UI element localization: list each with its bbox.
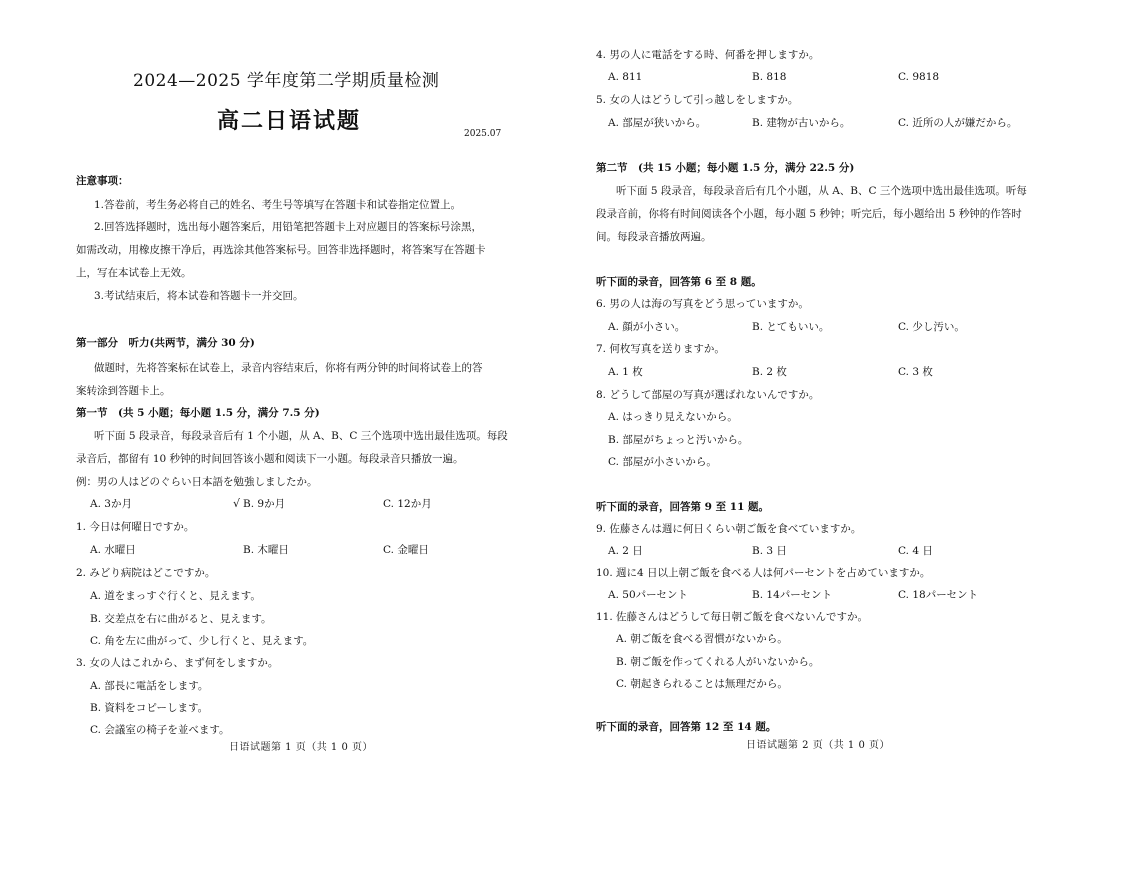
- page-footer: 日语试题第 1 页（共 1 0 页）: [229, 742, 373, 753]
- exam-page-2: [561, 0, 1122, 874]
- q7-option-b: B. 2 枚: [752, 366, 787, 378]
- section2-heading: 第二节 (共 15 小题；每小题 1.5 分，满分 22.5 分): [596, 162, 855, 174]
- q5-option-c: C. 近所の人が嫌だから。: [898, 117, 1018, 129]
- q10-option-c: C. 18パーセント: [898, 589, 978, 601]
- notice-line: 2.回答选择题时，选出每小题答案后，用铅笔把答题卡上对应题目的答案标号涂黑，: [94, 221, 483, 233]
- q2-option-c: C. 角を左に曲がって、少し行くと、見えます。: [90, 635, 314, 647]
- q10-option-b: B. 14パーセント: [752, 589, 833, 601]
- q4-option-b: B. 818: [752, 71, 787, 83]
- q6-option-b: B. とてもいい。: [752, 321, 830, 333]
- q8-option-a: A. はっきり見えないから。: [608, 411, 738, 423]
- section2-instruction: 间。每段录音播放两遍。: [596, 231, 712, 243]
- question-5: 5. 女の人はどうして引っ越しをしますか。: [596, 94, 799, 106]
- q7-option-a: A. 1 枚: [608, 366, 643, 378]
- q10-option-a: A. 50パーセント: [608, 589, 688, 601]
- section1-instruction: 听下面 5 段录音，每段录音后有 1 个小题，从 A、B、C 三个选项中选出最佳选项。每段: [94, 430, 508, 442]
- question-10: 10. 週に4 日以上朝ご飯を食べる人は何パーセントを占めていますか。: [596, 567, 931, 579]
- part1-instruction: 案转涂到答题卡上。: [76, 385, 171, 397]
- check-mark-icon: √: [233, 497, 241, 510]
- question-11: 11. 佐藤さんはどうして毎日朝ご飯を食べないんですか。: [596, 611, 869, 623]
- question-3: 3. 女の人はこれから、まず何をしますか。: [76, 657, 279, 669]
- q5-option-a: A. 部屋が狭いから。: [608, 117, 707, 129]
- q9-option-c: C. 4 日: [898, 545, 933, 557]
- q4-option-c: C. 9818: [898, 71, 940, 83]
- q11-option-c: C. 朝起きられることは無理だから。: [616, 678, 788, 690]
- part1-heading: 第一部分 听力(共两节，满分 30 分): [76, 337, 255, 349]
- section2-instruction: 听下面 5 段录音，每段录音后有几个小题，从 A、B、C 三个选项中选出最佳选项。听每: [616, 185, 1027, 197]
- question-1: 1. 今日は何曜日ですか。: [76, 521, 195, 533]
- part1-instruction: 做题时，先将答案标在试卷上，录音内容结束后，你将有两分钟的时间将试卷上的答: [94, 362, 483, 374]
- q2-option-b: B. 交差点を右に曲がると、見えます。: [90, 613, 272, 625]
- q9-option-a: A. 2 日: [608, 545, 643, 557]
- notice-line: 3.考试结束后，将本试卷和答题卡一并交回。: [94, 290, 304, 302]
- q9-option-b: B. 3 日: [752, 545, 787, 557]
- section1-instruction: 录音后，都留有 10 秒钟的时间回答该小题和阅读下一小题。每段录音只播放一遍。: [76, 453, 464, 465]
- q6-option-c: C. 少し汚い。: [898, 321, 965, 333]
- q3-option-c: C. 会議室の椅子を並べます。: [90, 724, 230, 736]
- section1-heading: 第一节 (共 5 小题；每小题 1.5 分，满分 7.5 分): [76, 407, 320, 419]
- q1-option-c: C. 金曜日: [383, 544, 429, 556]
- q2-option-a: A. 道をまっすぐ行くと、見えます。: [90, 590, 261, 602]
- question-8: 8. どうして部屋の写真が選ばれないんですか。: [596, 389, 820, 401]
- group-heading: 听下面的录音，回答第 12 至 14 题。: [596, 721, 777, 733]
- notice-line: 上，写在本试卷上无效。: [76, 267, 192, 279]
- example-option-a: A. 3か月: [90, 498, 132, 510]
- notice-line: 如需改动，用橡皮擦干净后，再选涂其他答案标号。回答非选择题时，将答案写在答题卡: [76, 244, 486, 256]
- example-option-c: C. 12か月: [383, 498, 432, 510]
- question-2: 2. みどり病院はどこですか。: [76, 567, 216, 579]
- section2-instruction: 段录音前，你将有时间阅读各个小题，每小题 5 秒钟；听完后，每小题给出 5 秒钟的作答时: [596, 208, 1022, 220]
- example-question: 例：男の人はどのぐらい日本語を勉強しましたか。: [76, 476, 318, 488]
- q3-option-b: B. 資料をコピーします。: [90, 702, 209, 714]
- group-heading: 听下面的录音，回答第 9 至 11 题。: [596, 501, 770, 513]
- q7-option-c: C. 3 枚: [898, 366, 933, 378]
- question-6: 6. 男の人は海の写真をどう思っていますか。: [596, 298, 809, 310]
- q11-option-b: B. 朝ご飯を作ってくれる人がいないから。: [616, 656, 820, 668]
- page-footer: 日语试题第 2 页（共 1 0 页）: [746, 740, 890, 751]
- q6-option-a: A. 顔が小さい。: [608, 321, 686, 333]
- question-7: 7. 何枚写真を送りますか。: [596, 343, 725, 355]
- q4-option-a: A. 811: [608, 71, 643, 83]
- q1-option-a: A. 水曜日: [90, 544, 136, 556]
- question-9: 9. 佐藤さんは週に何日くらい朝ご飯を食べていますか。: [596, 523, 862, 535]
- q5-option-b: B. 建物が古いから。: [752, 117, 851, 129]
- notice-heading: 注意事项：: [76, 175, 129, 187]
- exam-title: 2024—2025 学年度第二学期质量检测: [133, 71, 440, 91]
- exam-subtitle: 高二日语试题: [217, 109, 362, 134]
- q8-option-c: C. 部屋が小さいから。: [608, 456, 717, 468]
- question-4: 4. 男の人に電話をする時、何番を押しますか。: [596, 49, 820, 61]
- exam-date: 2025.07: [464, 129, 502, 139]
- q3-option-a: A. 部長に電話をします。: [90, 680, 209, 692]
- notice-line: 1.答卷前，考生务必将自己的姓名、考生号等填写在答题卡和试卷指定位置上。: [94, 199, 462, 211]
- group-heading: 听下面的录音，回答第 6 至 8 题。: [596, 276, 762, 288]
- q8-option-b: B. 部屋がちょっと汚いから。: [608, 434, 749, 446]
- q11-option-a: A. 朝ご飯を食べる習慣がないから。: [616, 633, 788, 645]
- example-option-b: B. 9か月: [243, 498, 286, 510]
- q1-option-b: B. 木曜日: [243, 544, 289, 556]
